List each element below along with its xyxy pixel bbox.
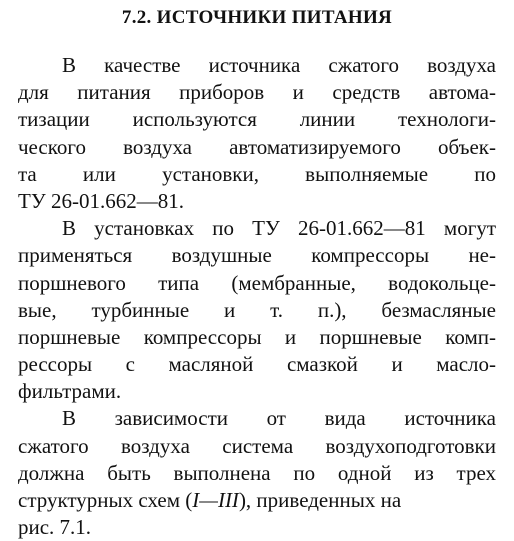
text-line: В зависимости от вида источника — [62, 406, 496, 431]
text-line: В установках по ТУ 26-01.662—81 могут — [62, 216, 496, 241]
text-line: вые, турбинные и т. п.), безмасляные — [18, 297, 496, 322]
text-line — [18, 487, 496, 514]
text-run: ), приведенных на — [238, 488, 402, 512]
text-fragment — [18, 487, 401, 514]
figure-scheme-reference: I—III — [192, 488, 239, 512]
text-line: та или установки, выполняемые по — [18, 161, 496, 186]
text-line: поршневого типа (мембранные, водокольце- — [18, 270, 496, 295]
text-line: рис. 7.1. — [18, 515, 92, 540]
body-text — [18, 52, 496, 541]
text-line: применяться воздушные компрессоры не- — [18, 243, 496, 268]
text-line: В качестве источника сжатого воздуха — [62, 53, 496, 77]
text-run: структурных схем ( — [18, 488, 193, 512]
text-line: поршневые компрессоры и поршневые комп- — [18, 324, 496, 349]
text-line: сжатого воздуха система воздухоподготовки — [18, 433, 496, 458]
text-line: ТУ 26-01.662—81. — [18, 188, 184, 213]
section-heading: 7.2. ИСТОЧНИКИ ПИТАНИЯ — [121, 7, 393, 28]
text-line: ческого воздуха автоматизируемого объек- — [18, 134, 496, 159]
paragraph-1 — [18, 52, 496, 215]
paragraph-3 — [18, 405, 496, 541]
text-line: должна быть выполнена по одной из трех — [18, 460, 496, 485]
text-line: фильтрами. — [18, 379, 122, 404]
text-line: тизации используются линии технологи- — [18, 107, 496, 132]
text-line: рессоры с масляной смазкой и масло- — [18, 352, 496, 377]
paragraph-2 — [18, 215, 496, 405]
text-line: для питания приборов и средств автома- — [18, 80, 496, 105]
